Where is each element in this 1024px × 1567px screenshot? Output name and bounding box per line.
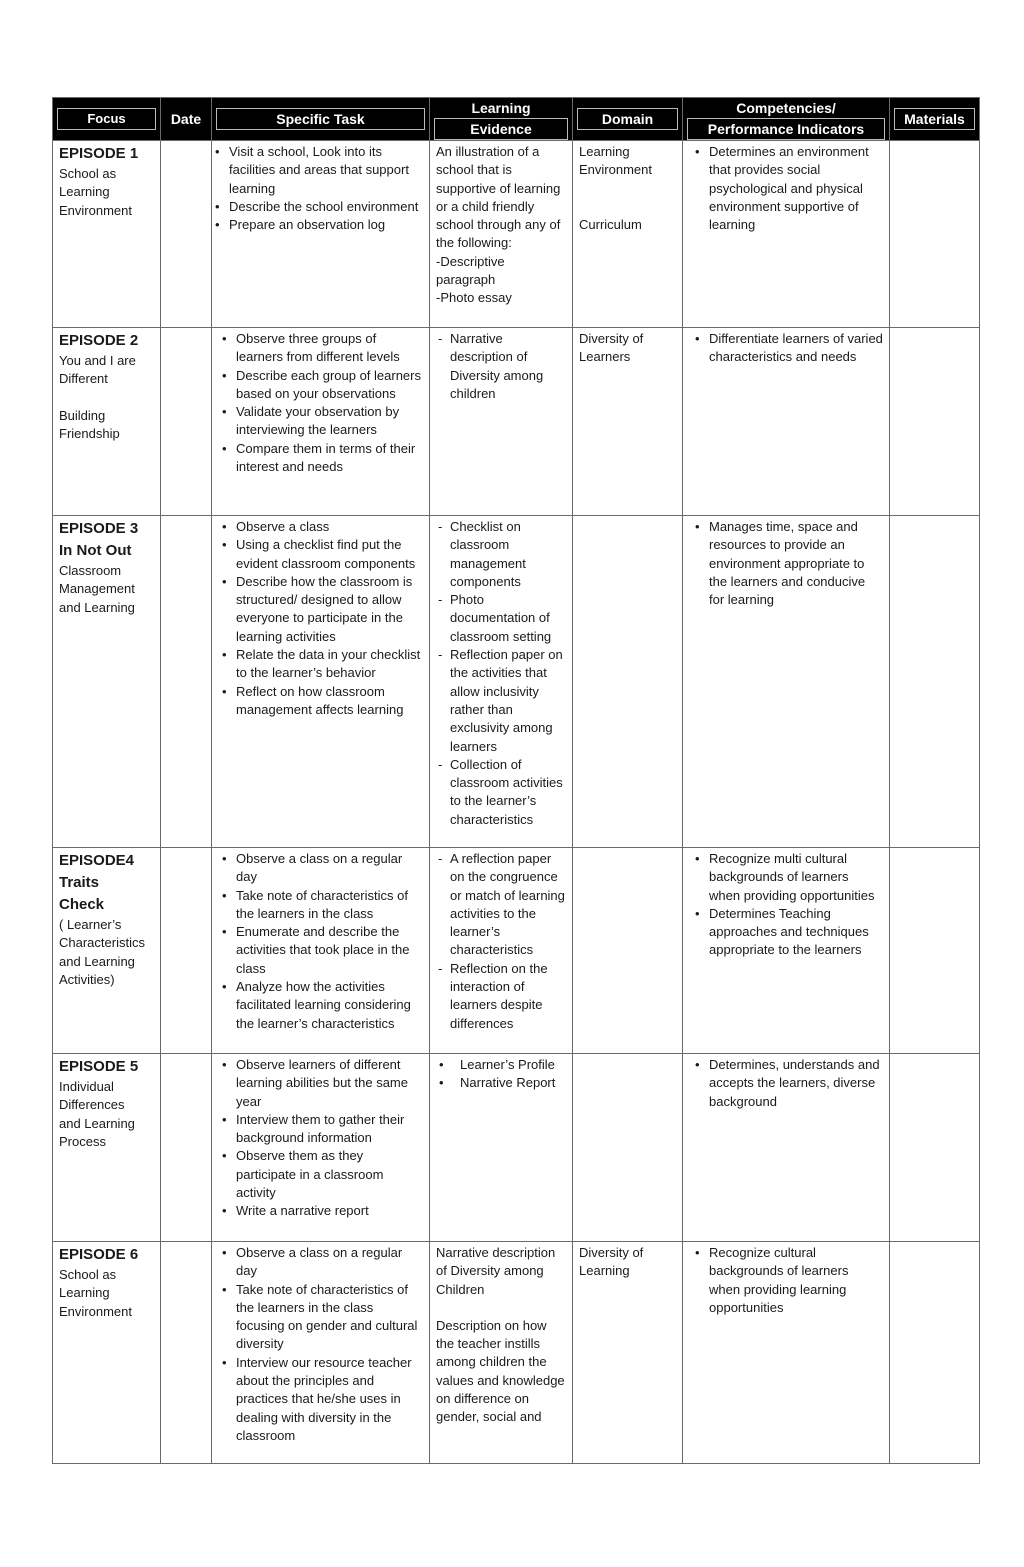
episode-subtitle: Activities) <box>59 971 115 987</box>
specific-task-cell <box>212 848 430 1054</box>
task-item: • Analyze how the activities facilitated learning considering the learner’s characteristics <box>236 978 423 1033</box>
header-row <box>53 98 980 141</box>
episode-title: EPISODE 3 <box>59 520 139 537</box>
materials-cell <box>890 1054 980 1242</box>
task-list <box>218 330 423 476</box>
specific-task-header: Specific Task <box>212 98 430 141</box>
evidence-list <box>436 143 566 308</box>
competencies-cell <box>683 516 890 848</box>
episode-subtitle: Learning <box>59 184 110 200</box>
table-row <box>53 328 980 516</box>
specific-task-cell <box>212 1054 430 1242</box>
focus-header: Focus <box>53 98 161 141</box>
domain-cell <box>573 848 683 1054</box>
competencies-cell <box>683 328 890 516</box>
date-cell <box>161 848 212 1054</box>
episode-subtitle: Differences <box>59 1097 125 1113</box>
competencies-cell <box>683 1242 890 1464</box>
episode-subtitle <box>59 389 154 407</box>
competency-item: • Manages time, space and resources to provide an environment appropriate to the learners and conducive for learning <box>709 518 883 609</box>
evidence-list <box>436 850 566 1033</box>
table-row <box>53 848 980 1054</box>
task-item: • Observe a class <box>236 518 423 536</box>
episode-title: EPISODE 2 <box>59 332 139 349</box>
episode-subtitle: Process <box>59 1133 106 1149</box>
date-cell <box>161 141 212 328</box>
evidence-item: Description on how the teacher instills among children the values and knowledge on difference on gender, social and <box>436 1317 565 1425</box>
competency-list <box>689 518 883 609</box>
competency-item: • Determines, understands and accepts the learners, diverse background <box>709 1056 883 1111</box>
task-item: • Validate your observation by interviewing the learners <box>236 403 423 440</box>
materials-header: Materials <box>890 98 980 141</box>
competency-list <box>689 143 883 234</box>
evidence-item: - Narrative description of Diversity among children <box>450 330 566 403</box>
learning-evidence-cell <box>430 141 573 328</box>
evidence-item: • Narrative Report <box>460 1074 566 1092</box>
domain-label: Curriculum <box>579 216 642 232</box>
competency-item: • Recognize multi cultural backgrounds of learners when providing opportunities <box>709 850 883 905</box>
task-item: • Take note of characteristics of the learners in the class <box>236 887 423 924</box>
domain-header: Domain <box>573 98 683 141</box>
competency-item: • Determines Teaching approaches and techniques appropriate to the learners <box>709 905 883 960</box>
evidence-list <box>436 518 566 829</box>
table-row <box>53 1242 980 1464</box>
date-cell <box>161 516 212 848</box>
evidence-item: An illustration of a school that is supportive of learning or a child friendly school through any of the following: <box>436 144 561 251</box>
evidence-item: • Learner’s Profile <box>460 1056 566 1074</box>
episode-title: Traits <box>59 874 100 891</box>
task-item: • Describe how the classroom is structured/ designed to allow everyone to participate in the learning activities <box>236 573 423 646</box>
learning-evidence-cell <box>430 1054 573 1242</box>
learning-evidence-header: Learning Evidence <box>430 98 573 141</box>
task-item: • Take note of characteristics of the learners in the class focusing on gender and cultural diversity <box>236 1281 423 1354</box>
episode-subtitle: and Learning <box>59 1115 135 1131</box>
learning-evidence-cell <box>430 1242 573 1464</box>
competencies-cell <box>683 848 890 1054</box>
competency-list <box>689 1056 883 1111</box>
date-cell <box>161 328 212 516</box>
episode-subtitle: Characteristics <box>59 935 145 951</box>
specific-task-cell <box>212 1242 430 1464</box>
learning-evidence-cell <box>430 848 573 1054</box>
task-item: • Interview them to gather their background information <box>236 1111 423 1148</box>
episode-subtitle: School as <box>59 1267 117 1282</box>
date-header: Date <box>161 98 212 141</box>
evidence-list <box>436 1056 566 1093</box>
task-item: • Observe a class on a regular day <box>236 1244 423 1281</box>
episode-subtitle: Different <box>59 371 108 387</box>
evidence-item: - A reflection paper on the congruence or match of learning activities to the learner’s characteristics <box>450 850 566 960</box>
competency-item: • Determines an environment that provides social psychological and physical environment supportive of learning <box>709 143 883 234</box>
table-row <box>53 1054 980 1242</box>
episode-subtitle: Building <box>59 407 106 423</box>
episode-title: EPISODE 6 <box>59 1246 139 1263</box>
task-item: • Observe a class on a regular day <box>236 850 423 887</box>
episode-subtitle: Friendship <box>59 425 120 441</box>
task-item: • Prepare an observation log <box>229 216 423 234</box>
domain-cell <box>573 1054 683 1242</box>
materials-cell <box>890 328 980 516</box>
domain-cell <box>573 328 683 516</box>
episode-subtitle: Environment <box>59 1303 132 1319</box>
competency-list <box>689 330 883 367</box>
episode-subtitle: and Learning <box>59 953 135 969</box>
task-list <box>218 1244 423 1445</box>
task-item: • Observe them as they participate in a classroom activity <box>236 1147 423 1202</box>
episode-subtitle: Management <box>59 581 135 597</box>
evidence-item <box>436 1299 566 1317</box>
task-item: • Compare them in terms of their interest and needs <box>236 440 423 477</box>
specific-task-cell <box>212 141 430 328</box>
evidence-list <box>436 1244 566 1427</box>
competencies-cell <box>683 1054 890 1242</box>
episode-title: EPISODE4 <box>59 852 135 869</box>
task-item: • Visit a school, Look into its facilities and areas that support learning <box>229 143 423 198</box>
episode-title: In Not Out <box>59 542 132 559</box>
task-item: • Relate the data in your checklist to the learner’s behavior <box>236 646 423 683</box>
competency-list <box>689 1244 883 1317</box>
date-cell <box>161 1242 212 1464</box>
date-cell <box>161 1054 212 1242</box>
focus-cell <box>53 1242 161 1464</box>
evidence-item: -Photo essay <box>436 290 512 306</box>
domain-label: Learning Environment <box>579 144 652 178</box>
episode-subtitle: Environment <box>59 202 132 218</box>
specific-task-cell <box>212 516 430 848</box>
evidence-item: - Reflection paper on the activities that allow inclusivity rather than exclusivity among learners <box>450 646 566 756</box>
domain-cell <box>573 1242 683 1464</box>
focus-cell <box>53 328 161 516</box>
episode-subtitle: and Learning <box>59 599 135 615</box>
domain-cell <box>573 141 683 328</box>
competency-item: • Recognize cultural backgrounds of learners when providing learning opportunities <box>709 1244 883 1317</box>
task-item: • Observe learners of different learning abilities but the same year <box>236 1056 423 1111</box>
focus-cell <box>53 141 161 328</box>
focus-cell <box>53 848 161 1054</box>
task-item: • Reflect on how classroom management affects learning <box>236 683 423 720</box>
episode-subtitle: School as <box>59 166 117 181</box>
materials-cell <box>890 141 980 328</box>
task-item: • Describe each group of learners based on your observations <box>236 367 423 404</box>
competencies-cell <box>683 141 890 328</box>
domain-label: Diversity of Learning <box>579 1245 644 1279</box>
table-row <box>53 141 980 328</box>
evidence-list <box>436 330 566 403</box>
episode-subtitle: You and I are <box>59 353 136 368</box>
task-item: • Observe three groups of learners from different levels <box>236 330 423 367</box>
materials-cell <box>890 516 980 848</box>
evidence-item: -Descriptive paragraph <box>436 253 505 288</box>
episode-subtitle: Classroom <box>59 563 122 578</box>
learning-evidence-cell <box>430 328 573 516</box>
competency-item: • Differentiate learners of varied characteristics and needs <box>709 330 883 367</box>
task-list <box>218 850 423 1033</box>
task-list <box>218 143 423 234</box>
episode-subtitle: Individual <box>59 1079 114 1094</box>
evidence-item: Narrative description of Diversity among Children <box>436 1245 556 1297</box>
task-item: • Enumerate and describe the activities that took place in the class <box>236 923 423 978</box>
focus-cell <box>53 1054 161 1242</box>
table-row <box>53 516 980 848</box>
episode-title: EPISODE 5 <box>59 1058 139 1075</box>
competency-list <box>689 850 883 960</box>
specific-task-cell <box>212 328 430 516</box>
episodes-table <box>52 97 980 1464</box>
evidence-item: - Reflection on the interaction of learners despite differences <box>450 960 566 1033</box>
domain-label: Diversity of Learners <box>579 331 644 365</box>
learning-evidence-cell <box>430 516 573 848</box>
episode-title: EPISODE 1 <box>59 145 139 162</box>
task-item: • Describe the school environment <box>229 198 423 216</box>
episode-subtitle: Learning <box>59 1285 110 1301</box>
domain-label <box>579 180 676 216</box>
evidence-item: - Photo documentation of classroom setting <box>450 591 566 646</box>
task-list <box>218 1056 423 1221</box>
task-list <box>218 518 423 719</box>
task-item: • Write a narrative report <box>236 1202 423 1220</box>
task-item: • Interview our resource teacher about the principles and practices that he/she uses in dealing with diversity in the classroom <box>236 1354 423 1445</box>
domain-cell <box>573 516 683 848</box>
episode-title: Check <box>59 896 105 913</box>
evidence-item: - Collection of classroom activities to the learner’s characteristics <box>450 756 566 829</box>
evidence-item: - Checklist on classroom management components <box>450 518 566 591</box>
competencies-header: Competencies/ Performance Indicators <box>683 98 890 141</box>
materials-cell <box>890 848 980 1054</box>
task-item: • Using a checklist find put the evident classroom components <box>236 536 423 573</box>
focus-cell <box>53 516 161 848</box>
episode-subtitle: ( Learner’s <box>59 917 122 932</box>
materials-cell <box>890 1242 980 1464</box>
